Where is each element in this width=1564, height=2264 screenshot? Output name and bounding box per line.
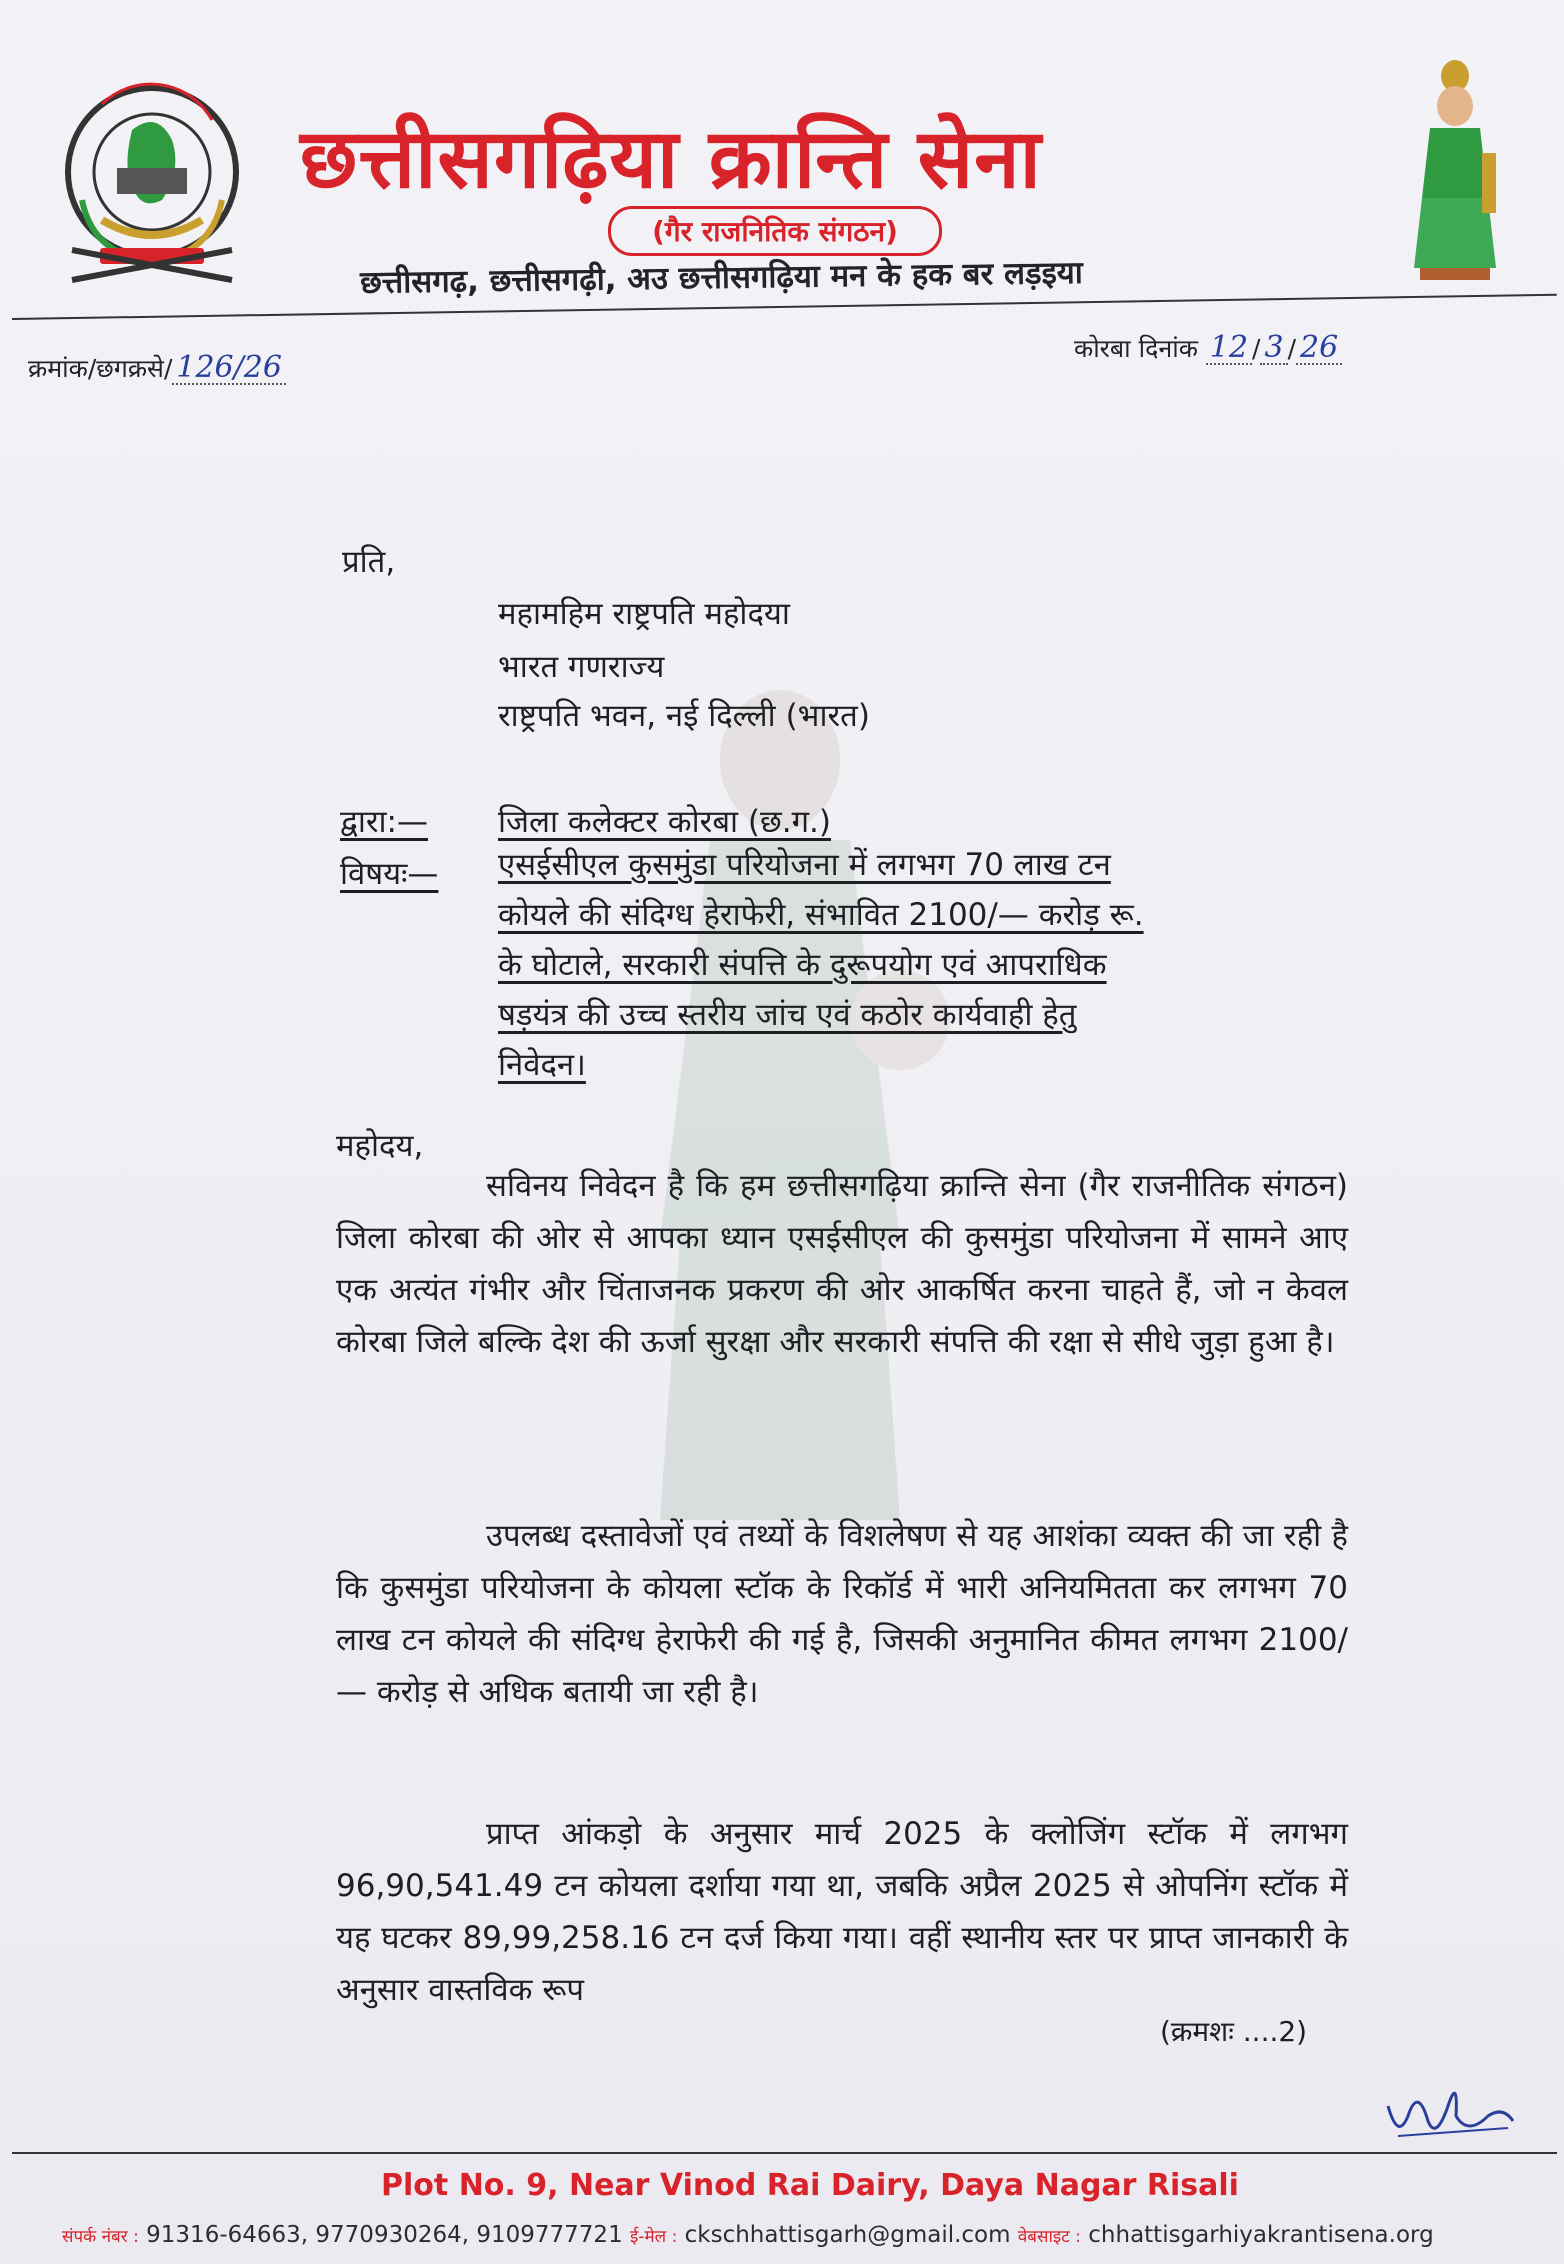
- header-divider: [12, 294, 1557, 320]
- signature-image: [1378, 2066, 1518, 2146]
- continued-note: (क्रमशः ....2): [1160, 2015, 1308, 2048]
- organization-logo: [62, 80, 242, 305]
- mascot-goddess-image: [1400, 58, 1510, 288]
- date-year: 26: [1300, 330, 1339, 365]
- subject-line: के घोटाले, सरकारी संपत्ति के दुरूपयोग एवं आपराधिक: [498, 947, 1107, 983]
- footer-address: Plot No. 9, Near Vinod Rai Dairy, Daya Nagar Risali: [381, 2168, 1239, 2203]
- paragraph-3: प्राप्त आंकड़ो के अनुसार मार्च 2025 के क्लोजिंग स्टॉक में लगभग 96,90,541.49 टन कोयला दर्शाया गया था, जबकि अप्रैल 2025 से ओपनिंग स्टॉक में यह घटकर 89,99,258.16 टन दर्ज किया गया। वहीं स्थानीय स्तर पर प्राप्त जानकारी के अनुसार वास्तविक रूप: [336, 1816, 1348, 2008]
- footer-contacts: [62, 2222, 1552, 2248]
- subject-label: विषयः—: [340, 856, 439, 892]
- contact-website: chhattisgarhiyakrantisena.org: [1088, 2222, 1434, 2248]
- date-label: कोरबा दिनांक: [1074, 334, 1198, 363]
- email-label: ई-मेल :: [630, 2227, 678, 2247]
- contact-phones: 91316-64663, 9770930264, 9109777721: [146, 2222, 623, 2248]
- watermark-mascot-image: [600, 640, 960, 1540]
- date-day: 12: [1209, 330, 1249, 365]
- recipient-line-1: महामहिम राष्ट्रपति महोदया: [498, 596, 790, 632]
- organization-motto: छत्तीसगढ़, छत्तीसगढ़ी, अउ छत्तीसगढ़िया मन के हक बर लड़इया: [359, 254, 1084, 301]
- subject-line: एसईसीएल कुसमुंडा परियोजना में लगभग 70 लाख टन: [498, 847, 1111, 883]
- subject-text: [498, 840, 1354, 1090]
- reference-number: [28, 350, 286, 385]
- through-label: द्वारा:—: [340, 804, 429, 840]
- footer-divider: [12, 2152, 1557, 2154]
- organization-tagline: (गैर राजनितिक संगठन): [608, 206, 942, 256]
- recipient-prefix: प्रति,: [342, 544, 396, 580]
- website-label: वेबसाइट :: [1017, 2227, 1081, 2247]
- through-value: जिला कलेक्टर कोरबा (छ.ग.): [498, 804, 831, 840]
- organization-name: छत्तीसगढ़िया क्रान्ति सेना: [300, 112, 1042, 207]
- reference-label: क्रमांक/छगक्रसे/: [28, 354, 173, 383]
- subject-line: षड़यंत्र की उच्च स्तरीय जांच एवं कठोर कार्यवाही हेतु: [498, 997, 1077, 1033]
- reference-value: 126/26: [176, 350, 282, 385]
- contact-email: ckschhattisgarh@gmail.com: [684, 2222, 1011, 2248]
- subject-line: कोयले की संदिग्ध हेराफेरी, संभावित 2100/— करोड़ रू.: [498, 897, 1144, 933]
- contact-label: संपर्क नंबर :: [62, 2227, 139, 2247]
- subject-line: निवेदन।: [498, 1047, 586, 1083]
- letter-date: कोरबा दिनांक 12 / 3 / 26: [1074, 330, 1342, 365]
- paragraph-1: सविनय निवेदन है कि हम छत्तीसगढ़िया क्रान्ति सेना (गैर राजनीतिक संगठन) जिला कोरबा की ओर से आपका ध्यान एसईसीएल की कुसमुंडा परियोजना में सामने आए एक अत्यंत गंभीर और चिंताजनक प्रकरण की ओर आकर्षित करना चाहते हैं, जो न केवल कोरबा जिले बल्कि देश की ऊर्जा सुरक्षा और सरकारी संपत्ति की रक्षा से सीधे जुड़ा हुआ है।: [336, 1168, 1348, 1360]
- recipient-line-2: भारत गणराज्य: [498, 649, 665, 685]
- salutation: महोदय,: [336, 1128, 424, 1164]
- date-month: 3: [1264, 330, 1284, 365]
- recipient-line-3: राष्ट्रपति भवन, नई दिल्ली (भारत): [498, 698, 870, 734]
- paragraph-2: उपलब्ध दस्तावेजों एवं तथ्यों के विशलेषण से यह आशंका व्यक्त की जा रही है कि कुसमुंडा परियोजना के कोयला स्टॉक के रिकॉर्ड में भारी अनियमितता कर लगभग 70 लाख टन कोयले की संदिग्ध हेराफेरी की गई है, जिसकी अनुमानित कीमत लगभग 2100/— करोड़ से अधिक बतायी जा रही है।: [336, 1518, 1348, 1710]
